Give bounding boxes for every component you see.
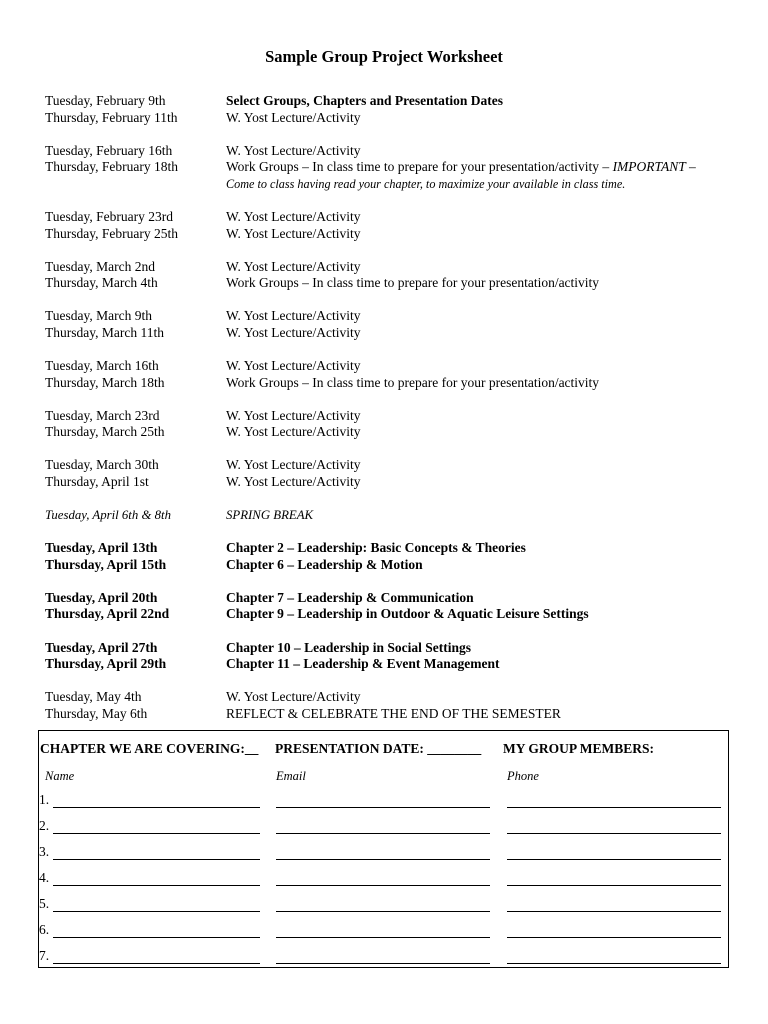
- schedule-activity-text: W. Yost Lecture/Activity: [226, 689, 361, 705]
- schedule-date: Tuesday, April 6th & 8th: [45, 508, 171, 523]
- schedule-activity: [226, 93, 735, 110]
- member-email-line[interactable]: [276, 911, 490, 912]
- schedule-activity: [226, 209, 735, 226]
- schedule-row: [45, 93, 735, 110]
- schedule-activity-text: Select Groups, Chapters and Presentation Dates: [226, 93, 503, 108]
- member-phone-line[interactable]: [507, 911, 721, 912]
- schedule-date: Tuesday, February 16th: [45, 142, 173, 158]
- member-name-line[interactable]: [53, 911, 260, 912]
- member-email-line[interactable]: [276, 963, 490, 964]
- schedule-date: Thursday, February 11th: [45, 109, 178, 125]
- important-note: IMPORTANT –: [612, 159, 696, 175]
- schedule-date: Tuesday, March 23rd: [45, 407, 160, 423]
- schedule-activity: [226, 656, 735, 673]
- schedule-date: Tuesday, March 30th: [45, 457, 159, 473]
- member-phone-line[interactable]: [507, 859, 721, 860]
- schedule-date: Thursday, March 18th: [45, 374, 165, 390]
- schedule-date: Thursday, February 18th: [45, 159, 178, 175]
- schedule-activity-text: W. Yost Lecture/Activity: [226, 308, 361, 324]
- schedule-group: [45, 507, 735, 524]
- schedule-row: [45, 474, 735, 491]
- schedule-row: [45, 590, 735, 607]
- schedule-date: Tuesday, April 20th: [45, 589, 158, 605]
- schedule-row: [45, 110, 735, 127]
- schedule-group: [45, 689, 735, 722]
- schedule-row: [45, 507, 735, 524]
- schedule-activity-text: Chapter 6 – Leadership & Motion: [226, 556, 423, 572]
- member-row: [39, 792, 728, 812]
- column-header-email: Email: [276, 769, 306, 783]
- member-phone-line[interactable]: [507, 807, 721, 808]
- member-row-number: 1.: [39, 792, 50, 807]
- schedule-activity: [226, 424, 735, 441]
- schedule-activity-text: W. Yost Lecture/Activity: [226, 474, 361, 489]
- schedule-activity: [226, 358, 735, 375]
- schedule-row: [45, 275, 735, 292]
- member-name-line[interactable]: [53, 833, 260, 834]
- member-row-number: 2.: [39, 818, 50, 833]
- schedule-row: [45, 209, 735, 226]
- schedule-row: [45, 159, 735, 176]
- member-row-number: 4.: [39, 870, 50, 885]
- schedule-date: Thursday, February 25th: [45, 225, 178, 241]
- chapter-covering-field[interactable]: CHAPTER WE ARE COVERING:__: [40, 741, 259, 756]
- member-name-line[interactable]: [53, 937, 260, 938]
- schedule-date: Thursday, April 22nd: [45, 606, 170, 622]
- group-members-label: MY GROUP MEMBERS:: [503, 741, 654, 756]
- schedule-row: [45, 358, 735, 375]
- schedule-date: Tuesday, May 4th: [45, 689, 142, 705]
- schedule-date: Thursday, May 6th: [45, 705, 148, 721]
- schedule-activity: [226, 606, 735, 623]
- schedule-group: [45, 143, 735, 193]
- schedule-activity-text: W. Yost Lecture/Activity: [226, 407, 361, 423]
- member-email-line[interactable]: [276, 833, 490, 834]
- schedule-row: [45, 259, 735, 276]
- schedule-date: Tuesday, March 9th: [45, 308, 152, 324]
- member-row: [39, 844, 728, 864]
- member-phone-line[interactable]: [507, 833, 721, 834]
- schedule-activity-text: REFLECT & CELEBRATE THE END OF THE SEMESTER: [226, 705, 561, 721]
- schedule-group: [45, 358, 735, 391]
- schedule-activity: [226, 325, 735, 342]
- member-row-number: 7.: [39, 948, 50, 963]
- schedule-row: [45, 689, 735, 706]
- schedule-group: [45, 408, 735, 441]
- member-name-line[interactable]: [53, 963, 260, 964]
- schedule-group: [45, 259, 735, 292]
- schedule-group: [45, 457, 735, 490]
- schedule: [45, 93, 735, 739]
- schedule-activity-text: Work Groups – In class time to prepare for your presentation/activity: [226, 374, 600, 390]
- member-email-line[interactable]: [276, 937, 490, 938]
- schedule-date: Tuesday, April 27th: [45, 639, 158, 655]
- schedule-row: [45, 424, 735, 441]
- schedule-activity-text: Work Groups – In class time to prepare for your presentation/activity –: [226, 159, 613, 175]
- schedule-row: [45, 640, 735, 657]
- schedule-group: [45, 540, 735, 573]
- schedule-activity: [226, 706, 735, 723]
- schedule-activity: [226, 507, 735, 524]
- schedule-activity-text: SPRING BREAK: [226, 508, 314, 523]
- schedule-activity-text: W. Yost Lecture/Activity: [226, 142, 361, 158]
- schedule-activity-text: W. Yost Lecture/Activity: [226, 424, 361, 440]
- member-row: [39, 896, 728, 916]
- member-phone-line[interactable]: [507, 963, 721, 964]
- schedule-date: Tuesday, March 16th: [45, 358, 159, 374]
- member-phone-line[interactable]: [507, 885, 721, 886]
- presentation-date-field[interactable]: PRESENTATION DATE: ________: [275, 741, 482, 756]
- schedule-activity-text: W. Yost Lecture/Activity: [226, 225, 361, 241]
- schedule-activity: [226, 375, 735, 392]
- schedule-date: Tuesday, February 9th: [45, 93, 166, 108]
- schedule-activity-text: Chapter 7 – Leadership & Communication: [226, 589, 474, 605]
- schedule-row: [45, 375, 735, 392]
- member-row-number: 6.: [39, 922, 50, 937]
- schedule-date: Thursday, March 25th: [45, 424, 165, 440]
- schedule-row: [45, 540, 735, 557]
- schedule-activity-text: Chapter 10 – Leadership in Social Settings: [226, 639, 472, 655]
- schedule-activity: [226, 540, 735, 557]
- schedule-group: [45, 209, 735, 242]
- member-email-line[interactable]: [276, 885, 490, 886]
- schedule-date: Thursday, April 15th: [45, 556, 167, 572]
- schedule-activity-text: Chapter 2 – Leadership: Basic Concepts & Theories: [226, 540, 526, 556]
- member-row: [39, 818, 728, 838]
- schedule-activity: [226, 308, 735, 325]
- schedule-activity: [226, 259, 735, 276]
- member-row: [39, 922, 728, 942]
- schedule-row: [45, 408, 735, 425]
- page-title: Sample Group Project Worksheet: [265, 47, 503, 66]
- schedule-date: Thursday, March 11th: [45, 324, 164, 340]
- group-members-form: [38, 730, 729, 968]
- member-email-line[interactable]: [276, 859, 490, 860]
- schedule-row: [45, 308, 735, 325]
- schedule-activity-text: W. Yost Lecture/Activity: [226, 457, 361, 473]
- schedule-activity: [226, 226, 735, 243]
- schedule-activity-text: W. Yost Lecture/Activity: [226, 109, 361, 125]
- schedule-activity-text: W. Yost Lecture/Activity: [226, 208, 361, 224]
- schedule-activity-text: Work Groups – In class time to prepare for your presentation/activity: [226, 275, 600, 291]
- schedule-group: [45, 590, 735, 623]
- schedule-group: [45, 640, 735, 673]
- schedule-row: [45, 606, 735, 623]
- schedule-date: Thursday, April 1st: [45, 474, 149, 489]
- schedule-activity: [226, 557, 735, 574]
- member-name-line[interactable]: [53, 807, 260, 808]
- schedule-group: [45, 308, 735, 341]
- schedule-activity: [226, 110, 735, 127]
- schedule-activity-text: W. Yost Lecture/Activity: [226, 324, 361, 340]
- schedule-activity-text: Chapter 11 – Leadership & Event Management: [226, 656, 500, 672]
- member-name-line[interactable]: [53, 859, 260, 860]
- schedule-activity: [226, 474, 735, 491]
- schedule-activity-text: W. Yost Lecture/Activity: [226, 258, 361, 274]
- member-name-line[interactable]: [53, 885, 260, 886]
- schedule-row: [45, 226, 735, 243]
- column-header-name: Name: [45, 769, 75, 783]
- schedule-activity: [226, 689, 735, 706]
- schedule-date: Tuesday, April 13th: [45, 540, 158, 556]
- schedule-row: [45, 143, 735, 160]
- member-email-line[interactable]: [276, 807, 490, 808]
- schedule-date: Tuesday, March 2nd: [45, 258, 155, 274]
- schedule-activity: [226, 143, 735, 160]
- schedule-row: [45, 706, 735, 723]
- schedule-activity: [226, 275, 735, 292]
- schedule-row: [45, 557, 735, 574]
- schedule-note: Come to class having read your chapter, to maximize your available in class time.: [226, 176, 626, 191]
- column-header-phone: Phone: [507, 769, 539, 783]
- member-row-number: 3.: [39, 844, 50, 859]
- schedule-activity: [226, 590, 735, 607]
- member-row: [39, 948, 728, 968]
- schedule-date: Thursday, March 4th: [45, 275, 158, 291]
- schedule-activity: [226, 159, 735, 176]
- member-row-number: 5.: [39, 896, 50, 911]
- schedule-group: [45, 93, 735, 126]
- member-row: [39, 870, 728, 890]
- schedule-activity: [226, 457, 735, 474]
- schedule-activity: [226, 640, 735, 657]
- schedule-date: Tuesday, February 23rd: [45, 208, 173, 224]
- schedule-activity: [226, 408, 735, 425]
- schedule-row: [45, 457, 735, 474]
- schedule-row: [45, 325, 735, 342]
- schedule-activity-text: W. Yost Lecture/Activity: [226, 358, 361, 374]
- member-phone-line[interactable]: [507, 937, 721, 938]
- schedule-activity-text: Chapter 9 – Leadership in Outdoor & Aquatic Leisure Settings: [226, 606, 589, 622]
- schedule-date: Thursday, April 29th: [45, 656, 167, 672]
- schedule-row: [45, 656, 735, 673]
